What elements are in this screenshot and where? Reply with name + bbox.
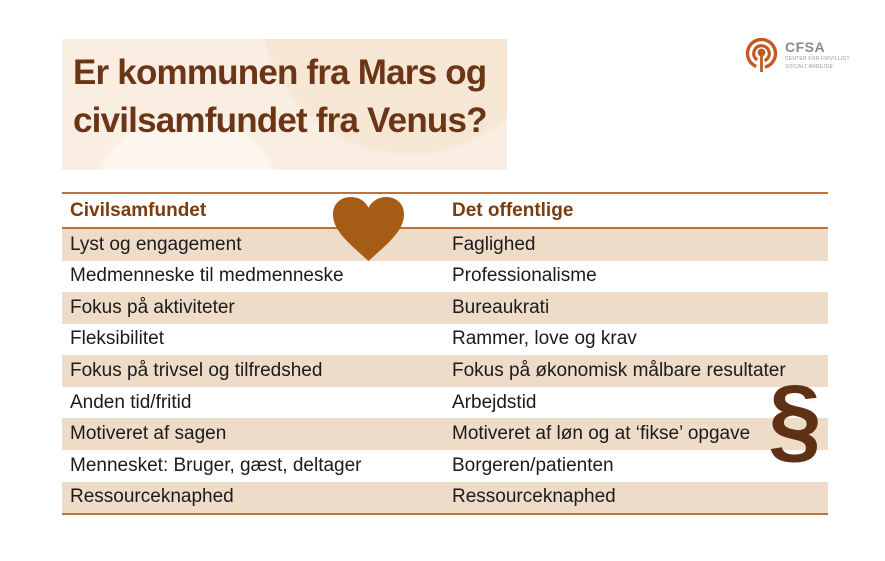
cell-civilsamfundet: Fleksibilitet: [70, 328, 164, 350]
cell-civilsamfundet: Lyst og engagement: [70, 233, 242, 255]
cfsa-logo-icon: [744, 38, 780, 74]
cfsa-logo: [744, 38, 850, 74]
cell-civilsamfundet: Fokus på trivsel og tilfredshed: [70, 360, 323, 382]
cell-civilsamfundet: Fokus på aktiviteter: [70, 296, 235, 318]
cell-civilsamfundet: Medmenneske til medmenneske: [70, 265, 344, 287]
table-body: [62, 229, 828, 513]
column-header-civilsamfundet: Civilsamfundet: [70, 199, 207, 221]
cell-civilsamfundet: Anden tid/fritid: [70, 391, 192, 413]
table-row: [62, 387, 828, 419]
cell-det-offentlige: Bureaukrati: [452, 296, 550, 318]
comparison-table: [62, 192, 828, 515]
table-header-row: [62, 194, 828, 227]
cell-det-offentlige: Motiveret af løn og at ‘fikse’ opgave: [452, 423, 751, 445]
cfsa-logo-text: [785, 38, 850, 70]
column-header-det-offentlige: Det offentlige: [452, 199, 574, 221]
slide-title-line-1: Er kommunen fra Mars og: [73, 53, 487, 92]
cell-det-offentlige: Arbejdstid: [452, 391, 537, 413]
cell-det-offentlige: Borgeren/patienten: [452, 454, 614, 476]
section-sign-icon: §: [768, 366, 822, 473]
table-row: [62, 324, 828, 356]
cell-det-offentlige: Rammer, love og krav: [452, 328, 637, 350]
title-block: [62, 39, 507, 170]
cell-civilsamfundet: Mennesket: Bruger, gæst, deltager: [70, 454, 362, 476]
cell-det-offentlige: Professionalisme: [452, 265, 597, 287]
table-row: [62, 418, 828, 450]
cell-det-offentlige: Faglighed: [452, 233, 536, 255]
cfsa-logo-subtitle-2: SOCIALT ARBEJDE: [785, 64, 834, 70]
cell-civilsamfundet: Ressourceknaphed: [70, 486, 234, 508]
divider-bottom: [62, 513, 828, 515]
cell-det-offentlige: Fokus på økonomisk målbare resultater: [452, 360, 786, 382]
cfsa-logo-subtitle-1: CENTER FOR FRIVILLIGT: [785, 56, 850, 62]
table-row: [62, 450, 828, 482]
slide-title-line-2: civilsamfundet fra Venus?: [73, 101, 487, 140]
table-row: [62, 261, 828, 293]
table-row: [62, 292, 828, 324]
cell-det-offentlige: Ressourceknaphed: [452, 486, 616, 508]
table-row: [62, 229, 828, 261]
cell-civilsamfundet: Motiveret af sagen: [70, 423, 227, 445]
table-row: [62, 482, 828, 514]
table-row: [62, 355, 828, 387]
heart-icon: [333, 197, 404, 261]
cfsa-logo-acronym: CFSA: [785, 39, 826, 55]
